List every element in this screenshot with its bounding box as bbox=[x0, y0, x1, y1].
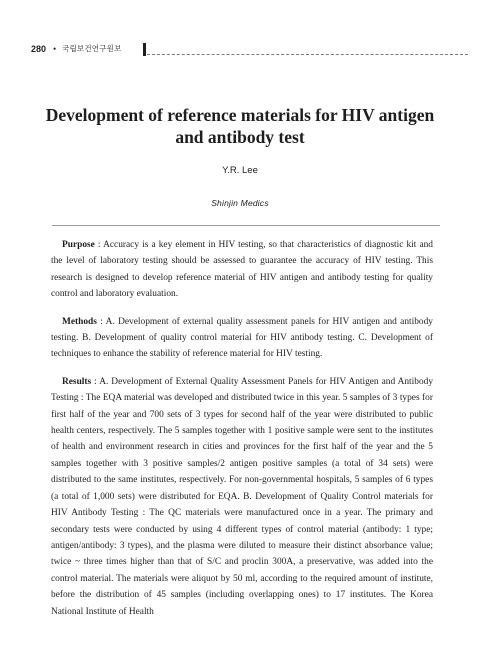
header-rule bbox=[147, 54, 468, 55]
running-header bbox=[31, 43, 468, 57]
methods-label: Methods bbox=[62, 316, 97, 327]
author: Y.R. Lee bbox=[222, 165, 258, 176]
results-paragraph bbox=[51, 374, 433, 620]
purpose-paragraph bbox=[51, 237, 433, 303]
methods-paragraph bbox=[51, 314, 433, 363]
purpose-label: Purpose bbox=[62, 240, 95, 250]
header-bullet: • bbox=[53, 44, 57, 54]
purpose-separator: : bbox=[94, 240, 104, 250]
methods-separator: : bbox=[96, 316, 106, 327]
purpose-text: Accuracy is a key element in HIV testing, so that characteristics of diagnostic kit and the level of laboratory testing should be assessed to guarantee the accuracy of HIV testing. This research is designed to develop reference material of HIV antigen and antibody testing for quality control and laboratory evaluation. bbox=[51, 240, 433, 300]
title-line-1: Development of reference materials for HIV antigen bbox=[45, 105, 435, 125]
results-text: A. Development of External Quality Assessment Panels for HIV Antigen and Antibody Testing : The EQA material was developed and distributed twice in this year. 5 samples of 3 types for first half of the year and 700 sets of 3 types for second half of the year were distributed to public health centers, respectively. The 5 samples together with 1 positive sample were sent to the institutes of health and environment research in cities and provinces for the first half of the year and the 5 samples together with 3 positive samples/2 antigen positive samples (a total of 34 sets) were distributed to the same institutes, respectively. For non-governmental hospitals, 5 samples of 6 types (a total of 1,000 sets) were distributed for EQA. B. Development of Quality Control materials for HIV Antibody Testing : The QC materials were manufactured once in a year. The primary and secondary tests were conducted by using 4 different types of control material (antibody: 1 type; antigen/antibody: 3 types), and the plasma were diluted to measure their distinct absorbance value; twice ~ three times higher than that of S/C and proclin 300A, a preservative, was added into the control material. The materials were aliquot by 50 ml, according to the required amount of institute, before the distribution of 45 samples (including overlapping ones) to 17 institutes. The Korea National Institute of Health bbox=[51, 376, 434, 617]
header-bar bbox=[143, 43, 146, 56]
results-label: Results bbox=[62, 376, 92, 387]
affiliation: Shinjin Medics bbox=[211, 198, 269, 208]
paper-title bbox=[20, 104, 460, 148]
separator-rule bbox=[52, 225, 440, 226]
methods-text: A. Development of external quality assessment panels for HIV antigen and antibody testing. B. Development of quality control material for HIV antibody testing. C. Development of techniques to enhance the stability of reference material for HIV testing. bbox=[51, 316, 433, 360]
results-separator: : bbox=[91, 376, 100, 387]
page-number: 280 bbox=[31, 44, 47, 54]
abstract bbox=[51, 237, 433, 631]
journal-name: 국립보건연구원보 bbox=[62, 44, 122, 53]
title-line-2: and antibody test bbox=[175, 127, 305, 147]
